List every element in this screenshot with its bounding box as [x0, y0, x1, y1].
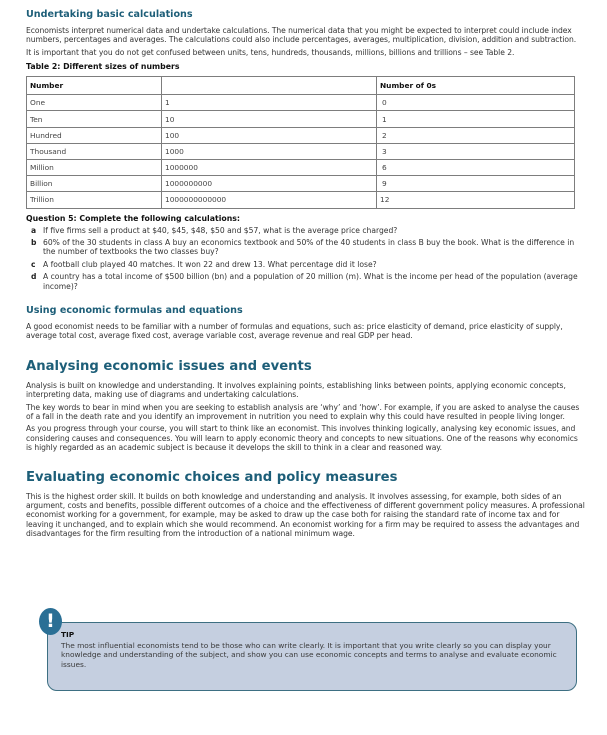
number-value: 1000000 [162, 159, 377, 175]
number-name: Trillion [27, 192, 162, 208]
exclamation-icon: ! [39, 608, 62, 635]
column-header: Number [27, 77, 162, 95]
numbers-table [26, 76, 575, 208]
table-row [27, 192, 575, 208]
number-name: Hundred [27, 127, 162, 143]
number-name: Million [27, 159, 162, 175]
heading-formulas: Using economic formulas and equations [26, 304, 243, 316]
paragraph: The key words to bear in mind when you are seeking to establish analysis are ‘why’ and ‘how’. For example, if you are asked to analyse the causes of a fall in the death rate and you identify an improvement in nutrition you need to explain why this could have resulted in people living longer. [26, 402, 580, 421]
question-text: A football club played 40 matches. It won 22 and drew 13. What percentage did it lose? [43, 259, 377, 269]
number-zeros: 3 [377, 143, 575, 159]
paragraph: Economists interpret numerical data and undertake calculations. The numerical data that you might be expected to interpret could include index numbers, percentages and averages. The calculations could also include percentages, averages, multiplication, division, addition and subtraction. [26, 26, 577, 45]
tip-label: TIP [61, 630, 75, 639]
number-name: One [27, 95, 162, 111]
column-header [162, 77, 377, 95]
table-row [27, 95, 575, 111]
table-row [27, 143, 575, 159]
question-letter: c [31, 259, 36, 269]
column-header: Number of 0s [377, 77, 575, 95]
number-zeros: 12 [377, 192, 575, 208]
table-row [27, 127, 575, 143]
heading-evaluating: Evaluating economic choices and policy measures [26, 469, 398, 485]
heading-basic-calculations: Undertaking basic calculations [26, 9, 193, 20]
table-row [27, 159, 575, 175]
question-letter: b [31, 237, 37, 247]
question-text: If five firms sell a product at $40, $45, $48, $50 and $57, what is the average price charged? [43, 225, 398, 235]
paragraph: This is the highest order skill. It builds on both knowledge and understanding and analysis. It involves assessing, for example, both sides of an argument, costs and benefits, possible different outcomes of a choice and the effectiveness of different government policy measures. A professional economist working for a government, for example, may be asked to draw up the case both for raising the standard rate of income tax and for leaving it unchanged, and to explain which she would recommend. An economist working for a firm may be required to assess the advantages and disadvantages for the firm resulting from the introduction of a national minimum wage. [26, 491, 585, 539]
paragraph: As you progress through your course, you will start to think like an economist. This involves thinking logically, analysing key economic issues, and considering causes and consequences. You will learn to apply economic theory and concepts to new situations. One of the reasons why economics is highly regarded as an academic subject is because it develops the skill to think in a clear and reasoned way. [26, 424, 578, 453]
number-zeros: 1 [377, 111, 575, 127]
tip-text: The most influential economists tend to be those who can write clearly. It is important that you write clearly so you can display your knowledge and understanding of the subject, and show you can use economic concepts and terms to analyse and evaluate economic issues. [61, 641, 557, 669]
number-value: 1000000000 [162, 176, 377, 192]
number-zeros: 0 [377, 95, 575, 111]
table-caption: Table 2: Different sizes of numbers [26, 62, 180, 72]
number-value: 1000 [162, 143, 377, 159]
question-letter: a [31, 225, 37, 235]
number-value: 10 [162, 111, 377, 127]
number-value: 1000000000000 [162, 192, 377, 208]
question-letter: d [31, 272, 37, 282]
question-item [26, 260, 586, 269]
number-name: Thousand [27, 143, 162, 159]
question-item [26, 272, 586, 291]
question-item [26, 226, 586, 235]
number-name: Billion [27, 176, 162, 192]
number-name: Ten [27, 111, 162, 127]
table-row [27, 176, 575, 192]
paragraph: It is important that you do not get confused between units, tens, hundreds, thousands, millions, billions and trillions – see Table 2. [26, 47, 515, 57]
question-item [26, 238, 586, 257]
question-title: Question 5: Complete the following calculations: [26, 213, 241, 223]
number-zeros: 2 [377, 127, 575, 143]
paragraph: A good economist needs to be familiar with a number of formulas and equations, such as: price elasticity of demand, price elasticity of supply, average total cost, average fixed cost, average variable cost, average revenue and real GDP per head. [26, 321, 563, 341]
number-zeros: 6 [377, 159, 575, 175]
heading-analysing: Analysing economic issues and events [26, 358, 312, 374]
number-value: 1 [162, 95, 377, 111]
table-header-row [27, 77, 575, 95]
paragraph: Analysis is built on knowledge and understanding. It involves explaining points, establishing links between points, applying economic concepts, interpreting data, making use of diagrams and undertaking calculations. [26, 380, 566, 400]
question-text: A country has a total income of $500 billion (bn) and a population of 20 million (m). What is the income per head of the population (average income)? [43, 272, 578, 291]
number-value: 100 [162, 127, 377, 143]
document-page [26, 8, 586, 542]
question-text: 60% of the 30 students in class A buy an economics textbook and 50% of the 40 students in class B buy the book. What is the difference in the number of textbooks the two classes buy? [43, 237, 575, 257]
table-row [27, 111, 575, 127]
number-zeros: 9 [377, 176, 575, 192]
